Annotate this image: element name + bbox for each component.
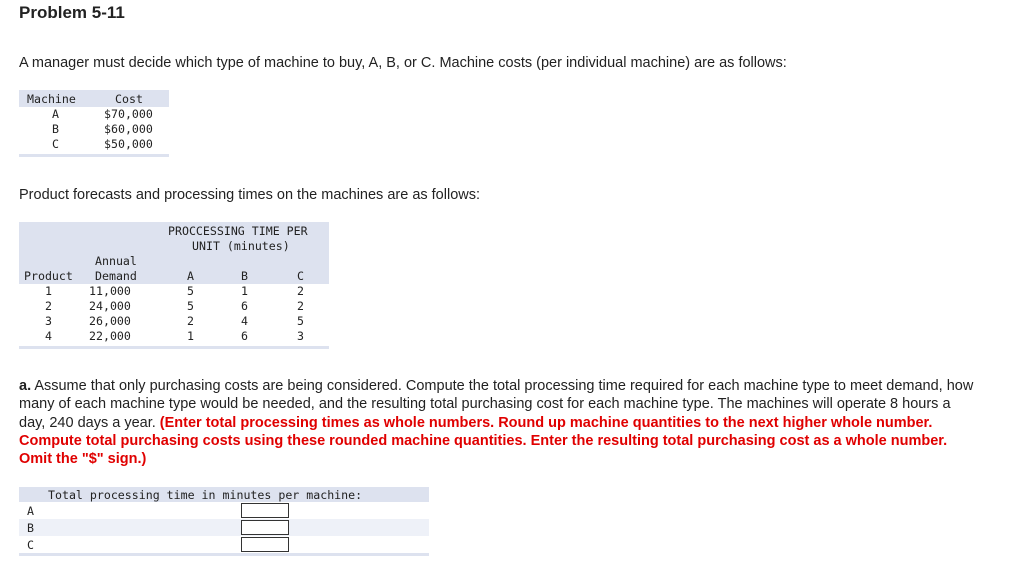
machine-b-column-header: B	[241, 269, 248, 283]
time-c: 2	[297, 284, 304, 298]
answer-header-text: Total processing time in minutes per machine:	[48, 488, 363, 502]
processing-time-header: PROCCESSING TIME PER	[168, 224, 308, 238]
intro-text: A manager must decide which type of machine to buy, A, B, or C. Machine costs (per individual machine) are as follows:	[19, 55, 787, 71]
annual-demand: 24,000	[89, 299, 131, 313]
time-a: 1	[187, 329, 194, 343]
answer-table-footer	[19, 553, 429, 556]
answer-row-label: C	[27, 538, 34, 552]
annual-demand: 11,000	[89, 284, 131, 298]
time-c: 2	[297, 299, 304, 313]
processing-time-units: UNIT (minutes)	[192, 239, 290, 253]
machine-label: C	[52, 137, 59, 151]
question-instructions: (Enter total processing times as whole numbers. Round up machine quantities to the next higher whole number. Compute total purchasing costs using these rounded machine quantities. Enter the resulting total purchasing cost as a whole number. Omit the "$" sign.)	[19, 414, 948, 468]
question-a	[19, 377, 979, 468]
machine-a-column-header: A	[187, 269, 194, 283]
time-c: 3	[297, 329, 304, 343]
time-b: 6	[241, 329, 248, 343]
time-c: 5	[297, 314, 304, 328]
question-label: a.	[19, 378, 32, 394]
machine-cost: $70,000	[104, 107, 153, 121]
forecast-intro-text: Product forecasts and processing times on the machines are as follows:	[19, 187, 481, 203]
machine-label: A	[52, 107, 59, 121]
cost-column-header: Cost	[115, 92, 143, 106]
demand-column-header: Demand	[95, 269, 137, 283]
annual-demand: 26,000	[89, 314, 131, 328]
machine-c-column-header: C	[297, 269, 304, 283]
product-number: 3	[45, 314, 52, 328]
product-forecast-table	[19, 222, 329, 349]
cost-table-header	[19, 90, 169, 107]
answer-table-header	[19, 487, 429, 502]
question-text: Assume that only purchasing costs are being considered. Compute the total processing time required for each machine type to meet demand, how many of each machine type would be needed, and the resulting total purchasing cost for each machine type. The machines will operate 8 hours a day, 240 days a year.	[19, 378, 974, 431]
machine-cost-table	[19, 90, 169, 157]
time-b: 6	[241, 299, 248, 313]
processing-time-input-b[interactable]	[241, 520, 289, 535]
product-number: 1	[45, 284, 52, 298]
machine-column-header: Machine	[27, 92, 76, 106]
time-a: 2	[187, 314, 194, 328]
annual-label: Annual	[95, 254, 137, 268]
answer-row-b	[19, 519, 429, 536]
answer-row-label: A	[27, 504, 34, 518]
product-number: 2	[45, 299, 52, 313]
product-column-header: Product	[24, 269, 73, 283]
time-a: 5	[187, 299, 194, 313]
product-table-body	[19, 284, 329, 349]
processing-time-input-c[interactable]	[241, 537, 289, 552]
answer-row-c	[19, 536, 429, 553]
time-b: 4	[241, 314, 248, 328]
problem-title: Problem 5-11	[19, 3, 125, 22]
product-table-header	[19, 222, 329, 284]
product-number: 4	[45, 329, 52, 343]
answer-row-a	[19, 502, 429, 519]
cost-table-body	[19, 107, 169, 157]
machine-cost: $50,000	[104, 137, 153, 151]
machine-cost: $60,000	[104, 122, 153, 136]
annual-demand: 22,000	[89, 329, 131, 343]
time-b: 1	[241, 284, 248, 298]
answer-row-label: B	[27, 521, 34, 535]
answer-table	[19, 487, 429, 556]
machine-label: B	[52, 122, 59, 136]
processing-time-input-a[interactable]	[241, 503, 289, 518]
time-a: 5	[187, 284, 194, 298]
